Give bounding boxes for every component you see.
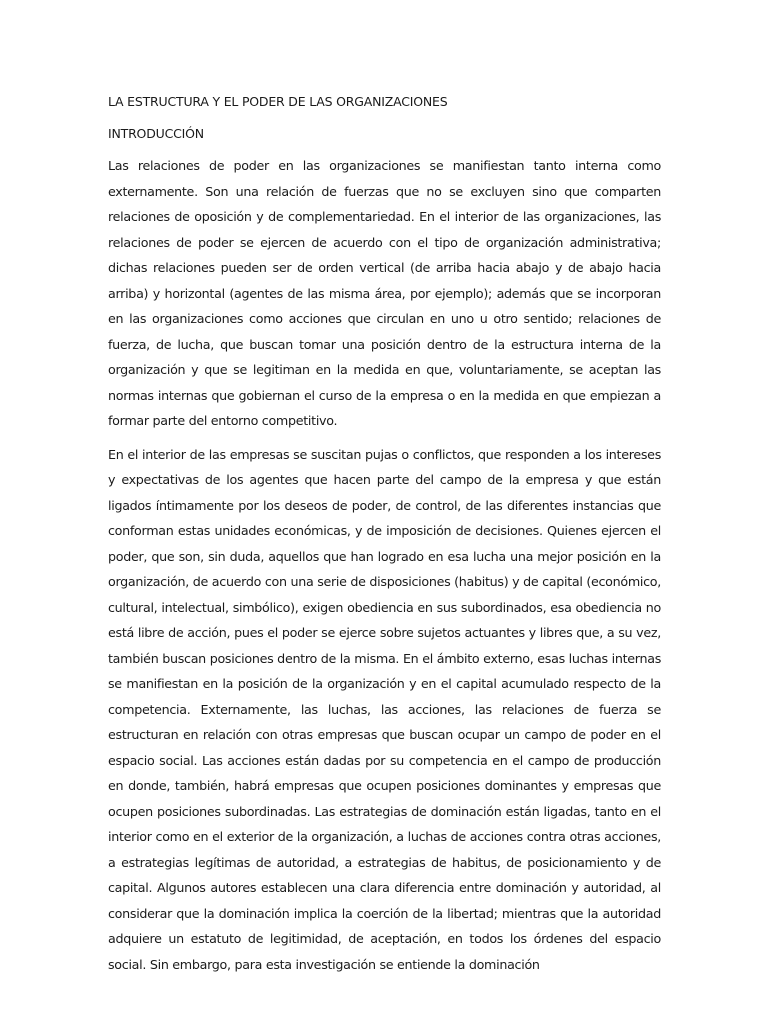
paragraph-1: Las relaciones de poder en las organizaciones se manifiestan tanto interna como externamente. Son una relación de fuerzas que no se excluyen sino que comparten relaciones de oposición y de complementariedad. En el interior de las organizaciones, las relaciones de poder se ejercen de acuerdo con el tipo de organización administrativa; dichas relaciones pueden ser de orden vertical (de arriba hacia abajo y de abajo hacia arriba) y horizontal (agentes de las misma área, por ejemplo); además que se incorporan en las organizaciones como acciones que circulan en uno u otro sentido; relaciones de fuerza, de lucha, que buscan tomar una posición dentro de la estructura interna de la organización y que se legitiman en la medida en que, voluntariamente, se aceptan las normas internas que gobiernan el curso de la empresa o en la medida en que empiezan a formar parte del entorno competitivo. (108, 158, 661, 428)
section-heading-introduccion: INTRODUCCIÓN (108, 126, 204, 141)
document-page (108, 92, 661, 977)
paragraph-2: En el interior de las empresas se suscitan pujas o conflictos, que responden a los intereses y expectativas de los agentes que hacen parte del campo de la empresa y que están ligados íntimamente por los deseos de poder, de control, de las diferentes instancias que conforman estas unidades económicas, y de imposición de decisiones. Quienes ejercen el poder, que son, sin duda, aquellos que han logrado en esa lucha una mejor posición en la organización, de acuerdo con una serie de disposiciones (habitus) y de capital (económico, cultural, intelectual, simbólico), exigen obediencia en sus subordinados, esa obediencia no está libre de acción, pues el poder se ejerce sobre sujetos actuantes y libres que, a su vez, también buscan posiciones dentro de la misma. En el ámbito externo, esas luchas internas se manifiestan en la posición de la organización y en el capital acumulado respecto de la competencia. Externamente, las luchas, las acciones, las relaciones de fuerza se estructuran en relación con otras empresas que buscan ocupar un campo de poder en el espacio social. Las acciones están dadas por su competencia en el campo de producción en donde, también, habrá empresas que ocupen posiciones dominantes y empresas que ocupen posiciones subordinadas. Las estrategias de dominación están ligadas, tanto en el interior como en el exterior de la organización, a luchas de acciones contra otras acciones, a estrategias legítimas de autoridad, a estrategias de habitus, de posicionamiento y de capital. Algunos autores establecen una clara diferencia entre dominación y autoridad, al considerar que la dominación implica la coerción de la libertad; mientras que la autoridad adquiere un estatuto de legitimidad, de aceptación, en todos los órdenes del espacio social. Sin embargo, para esta investigación se entiende la dominación (108, 446, 661, 972)
document-title: LA ESTRUCTURA Y EL PODER DE LAS ORGANIZACIONES (108, 94, 448, 109)
